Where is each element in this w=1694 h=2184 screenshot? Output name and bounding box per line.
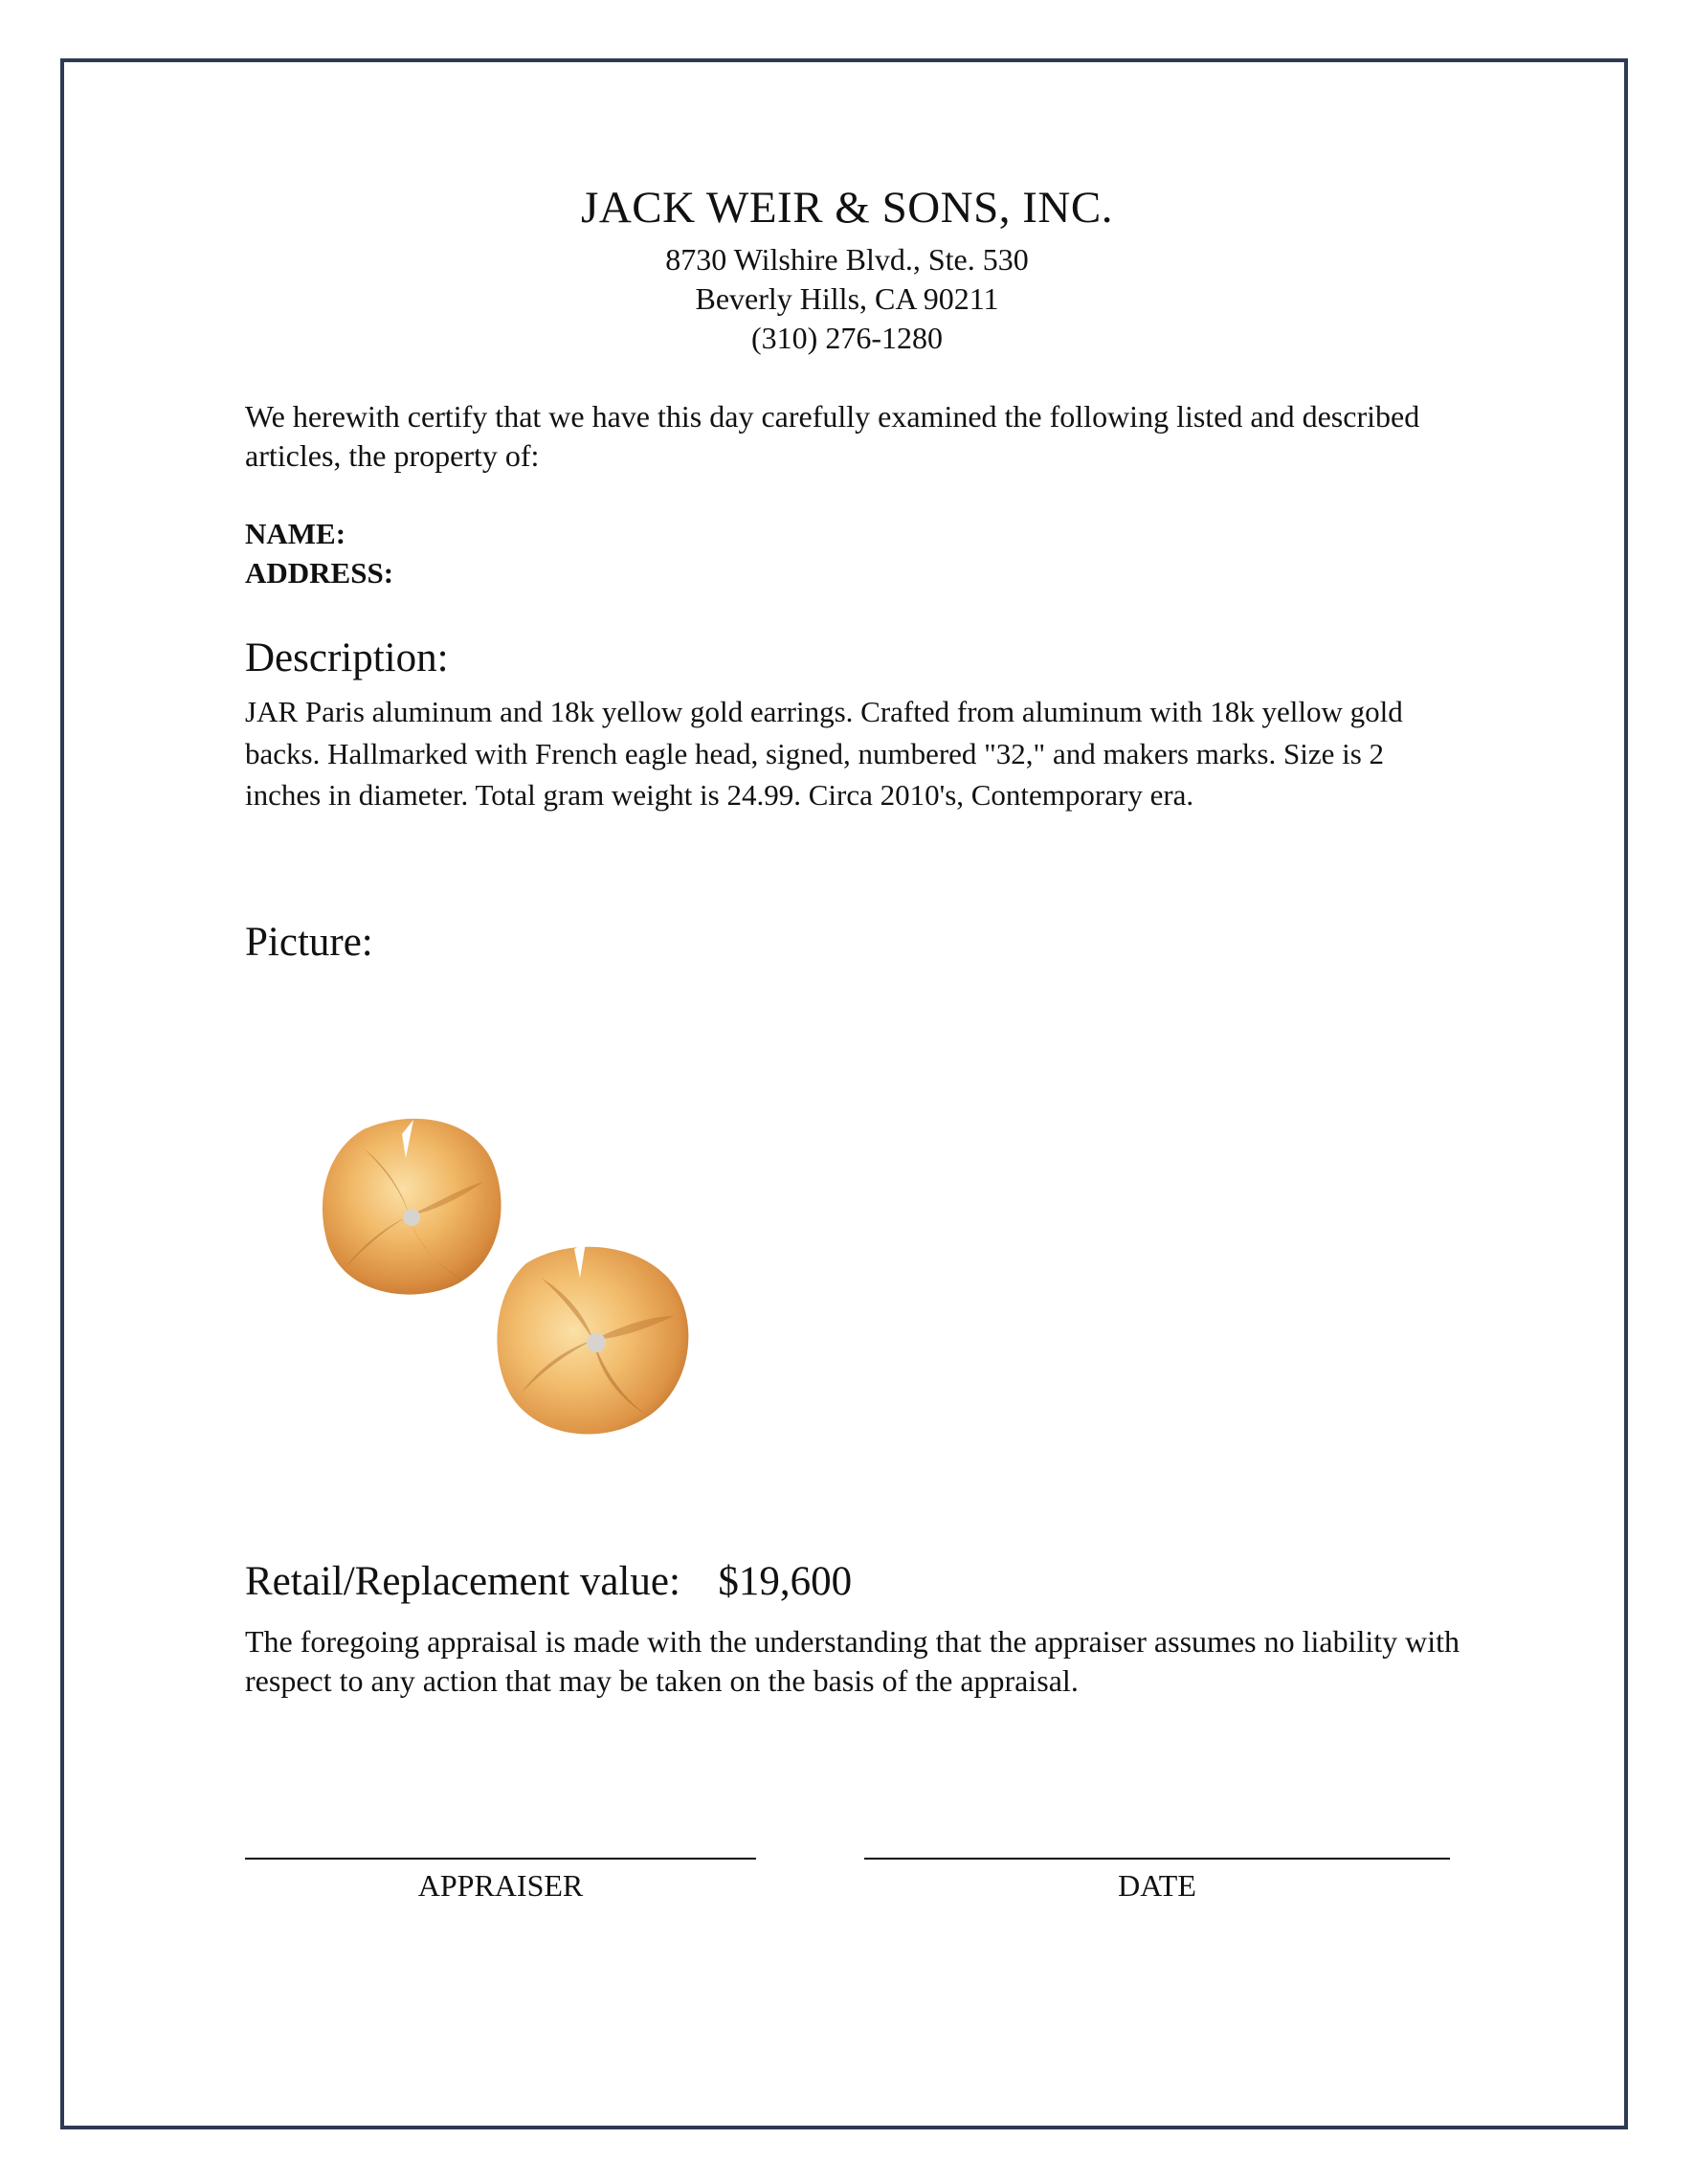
- earrings-image: [306, 1110, 727, 1474]
- date-label: DATE: [1118, 1868, 1196, 1903]
- name-label: NAME:: [245, 517, 346, 550]
- value-line: [245, 1558, 852, 1605]
- appraiser-label: APPRAISER: [417, 1868, 584, 1903]
- description-text: JAR Paris aluminum and 18k yellow gold earrings. Crafted from aluminum with 18k yellow gold backs. Hallmarked with French eagle head, signed, numbered "32," and makers marks. Size is 2 inches in diameter. Total gram weight is 24.99. Circa 2010's, Contemporary era.: [245, 695, 1403, 812]
- earrings-photo: [306, 1110, 727, 1474]
- disclaimer-text: The foregoing appraisal is made with the understanding that the appraiser assumes no liability with respect to any action that may be taken on the basis of the appraisal.: [245, 1624, 1460, 1698]
- picture-heading: Picture:: [245, 920, 373, 965]
- value-label: Retail/Replacement value:: [245, 1559, 680, 1604]
- earring-right: [497, 1242, 688, 1435]
- value-amount: $19,600: [718, 1559, 853, 1604]
- address-line-1: 8730 Wilshire Blvd., Ste. 530: [665, 242, 1029, 277]
- address-label: ADDRESS:: [245, 556, 394, 590]
- company-name: JACK WEIR & SONS, INC.: [581, 183, 1113, 233]
- earring-left: [323, 1119, 502, 1295]
- date-signature-line: [864, 1858, 1450, 1860]
- certification-text: We herewith certify that we have this day carefully examined the following listed and described articles, the property of:: [245, 399, 1420, 473]
- appraiser-signature-line: [245, 1858, 756, 1860]
- phone-number: (310) 276-1280: [751, 321, 943, 355]
- page-border: [60, 58, 1628, 2129]
- description-heading: Description:: [245, 635, 449, 680]
- address-line-2: Beverly Hills, CA 90211: [695, 281, 999, 316]
